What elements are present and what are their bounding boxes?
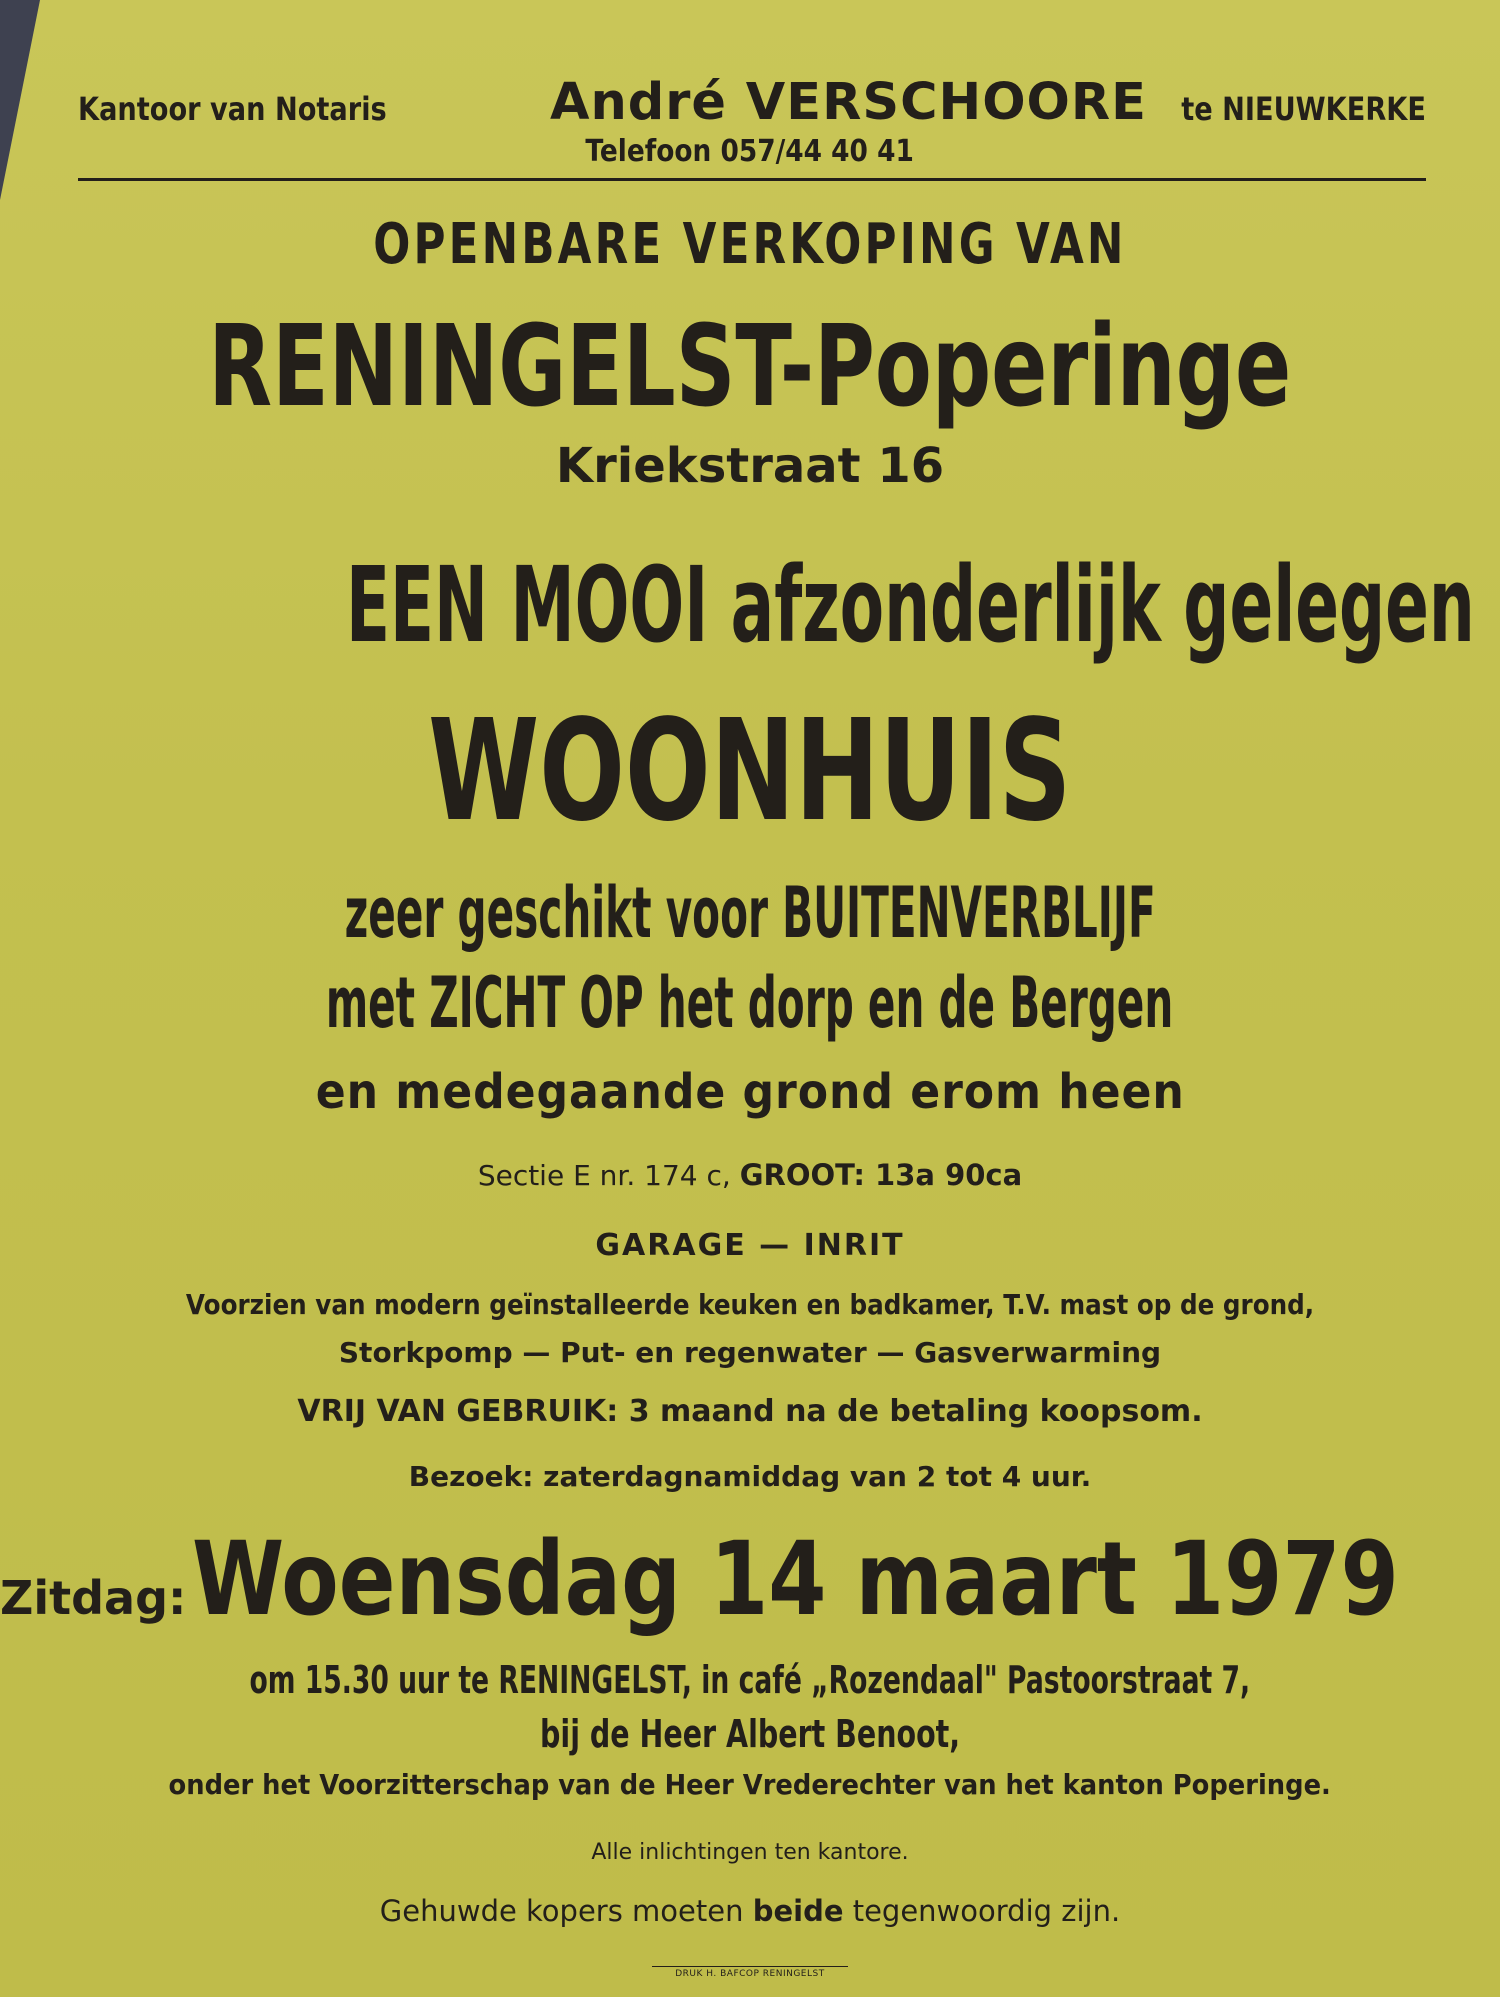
sale-date-line	[0, 1520, 1500, 1650]
property-line-3: en medegaande grond erom heen	[315, 1064, 1185, 1120]
sale-place: RENINGELST-Poperinge	[208, 302, 1292, 432]
vacant-notice: VRIJ VAN GEBRUIK: 3 maand na de betaling koopsom.	[297, 1394, 1203, 1429]
cadastral-info	[0, 1158, 1500, 1192]
sale-date: Woensdag 14 maart 1979	[191, 1520, 1399, 1639]
plot-size: GROOT: 13a 90ca	[739, 1158, 1023, 1192]
property-intro: EEN MOOI afzonderlijk gelegen	[345, 544, 1475, 666]
phone-number: Telefoon 057/44 40 41	[585, 134, 915, 169]
visit-hours: Bezoek: zaterdagnamiddag van 2 tot 4 uur.	[408, 1460, 1092, 1493]
married-buyers-notice: Gehuwde kopers moeten beide tegenwoordig zijn.	[379, 1894, 1121, 1928]
property-type: WOONHUIS	[428, 690, 1072, 853]
property-line-1: zeer geschikt voor BUITENVERBLIJF	[344, 872, 1156, 954]
cadastral-section: Sectie E nr. 174 c,	[477, 1159, 731, 1192]
sale-host: bij de Heer Albert Benoot,	[539, 1712, 961, 1756]
features-line-1: Voorzien van modern geïnstalleerde keuken en badkamer, T.V. mast op de grond,	[185, 1288, 1315, 1321]
sale-chair: onder het Voorzitterschap van de Heer Vrederechter van het kanton Poperinge.	[168, 1768, 1332, 1801]
property-line-2: met ZICHT OP het dorp en de Bergen	[326, 962, 1174, 1044]
printer-credit: DRUK H. BAFCOP RENINGELST	[652, 1966, 848, 1979]
title-line: OPENBARE VERKOPING VAN	[373, 212, 1127, 277]
header-rule	[78, 178, 1426, 181]
info-notice: Alle inlichtingen ten kantore.	[591, 1840, 909, 1865]
header	[78, 72, 1426, 132]
features-line-2: Storkpomp — Put- en regenwater — Gasverwarming	[338, 1336, 1162, 1369]
sale-street: Kriekstraat 16	[555, 438, 945, 494]
sale-time-place: om 15.30 uur te RENINGELST, in café „Rozendaal" Pastoorstraat 7,	[249, 1658, 1251, 1702]
notary-name: André VERSCHOORE	[550, 73, 1148, 132]
sale-label: Zitdag:	[0, 1571, 187, 1625]
garage-line: GARAGE — INRIT	[595, 1228, 905, 1263]
dark-corner	[0, 0, 40, 200]
notary-town: te NIEUWKERKE	[1181, 90, 1426, 128]
notary-office: Kantoor van Notaris	[78, 90, 387, 128]
